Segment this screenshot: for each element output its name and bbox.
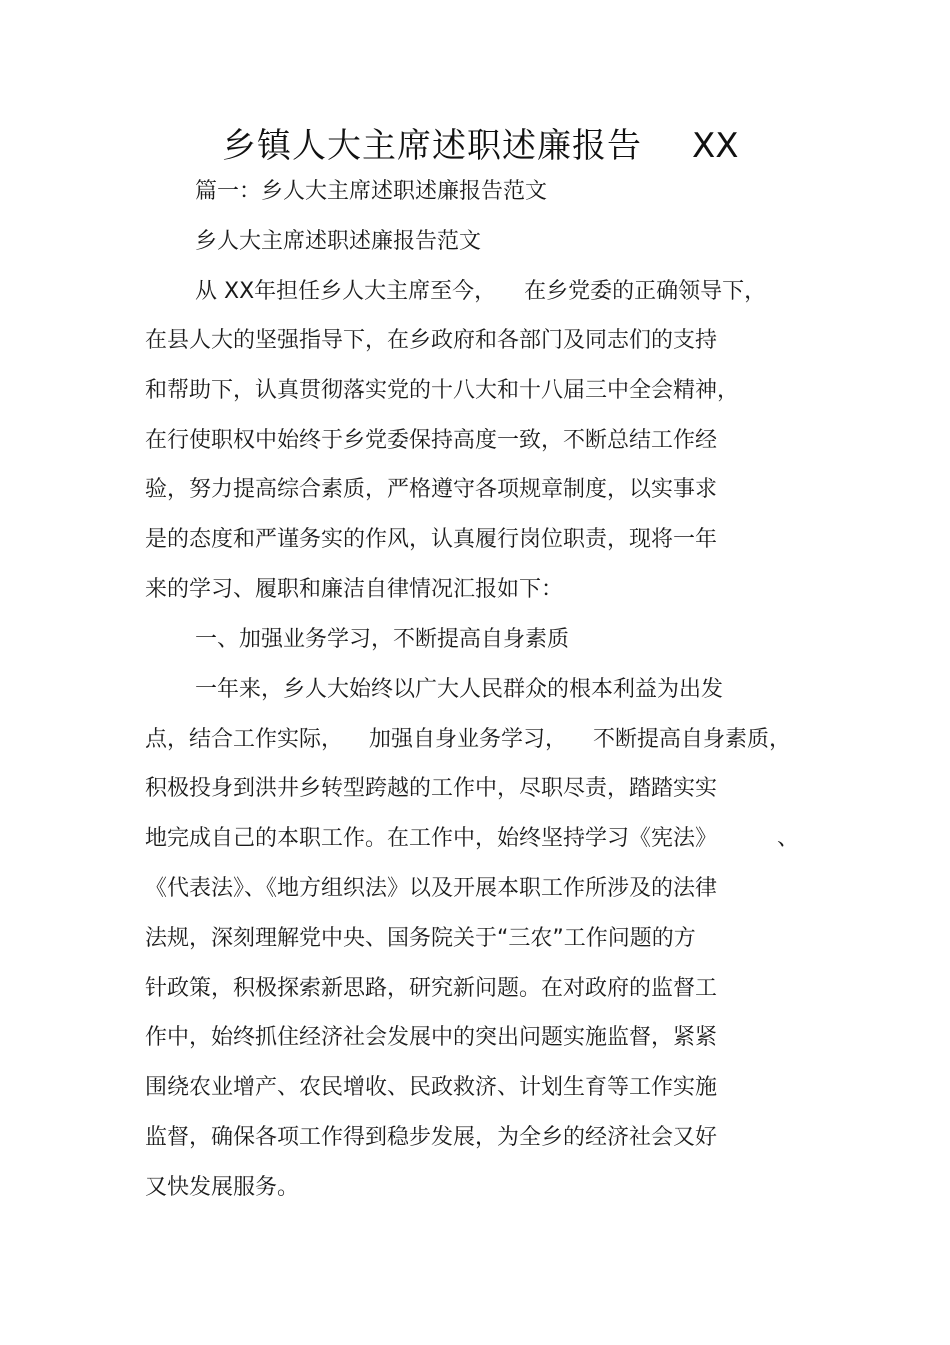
paragraph-line <box>145 823 799 855</box>
paragraph-line <box>195 276 766 308</box>
line-segment: 在乡党委的正确领导下， <box>524 279 767 304</box>
paragraph-line: 来的学习、履职和廉洁自律情况汇报如下： <box>145 577 564 602</box>
paragraph-line: 积极投身到洪井乡转型跨越的工作中，尽职尽责，踏踏实实 <box>145 776 718 801</box>
document-title: 乡镇人大主席述职述廉报告 <box>222 126 642 166</box>
line-segment: 点，结合工作实际， <box>145 727 344 752</box>
paragraph-line: 在行使职权中始终于乡党委保持高度一致，不断总结工作经 <box>145 428 718 453</box>
line-segment: 、 <box>777 826 800 851</box>
paragraph-line: 在县人大的坚强指导下，在乡政府和各部门及同志们的支持 <box>145 328 718 353</box>
paragraph-line: 围绕农业增产、农民增收、民政救济、计划生育等工作实施 <box>145 1075 718 1100</box>
paragraph-line: 针政策，积极探索新思路，研究新问题。在对政府的监督工 <box>145 976 718 1001</box>
paragraph-line: 又快发展服务。 <box>145 1175 300 1200</box>
section-heading: 一、加强业务学习，不断提高自身素质 <box>195 627 570 652</box>
paragraph-line: 作中，始终抓住经济社会发展中的突出问题实施监督，紧紧 <box>145 1025 718 1050</box>
paragraph-line: 《代表法》、《地方组织法》以及开展本职工作所涉及的法律 <box>145 876 718 901</box>
paragraph-line: 法规，深刻理解党中央、国务院关于“三农”工作问题的方 <box>145 926 696 951</box>
subheading: 乡人大主席述职述廉报告范文 <box>195 229 482 254</box>
paragraph-line: 和帮助下，认真贯彻落实党的十八大和十八届三中全会精神， <box>145 378 740 403</box>
line-segment: 地完成自己的本职工作。在工作中，始终坚持学习《宪法》 <box>145 826 718 851</box>
line-segment: 不断提高自身素质， <box>593 727 792 752</box>
line-segment: 加强自身业务学习， <box>369 727 568 752</box>
paragraph-line: 监督，确保各项工作得到稳步发展，为全乡的经济社会又好 <box>145 1125 718 1150</box>
section-heading: 篇一：乡人大主席述职述廉报告范文 <box>195 179 548 204</box>
paragraph-line: 一年来，乡人大始终以广大人民群众的根本利益为出发 <box>195 677 724 702</box>
paragraph-line: 是的态度和严谨务实的作风，认真履行岗位职责，现将一年 <box>145 527 718 552</box>
paragraph-line <box>145 724 791 756</box>
line-segment: 从 XX年担任乡人大主席至今， <box>195 279 497 304</box>
paragraph-line: 验，努力提高综合素质，严格遵守各项规章制度，以实事求 <box>145 477 718 502</box>
document-title-suffix: XX <box>692 126 739 166</box>
